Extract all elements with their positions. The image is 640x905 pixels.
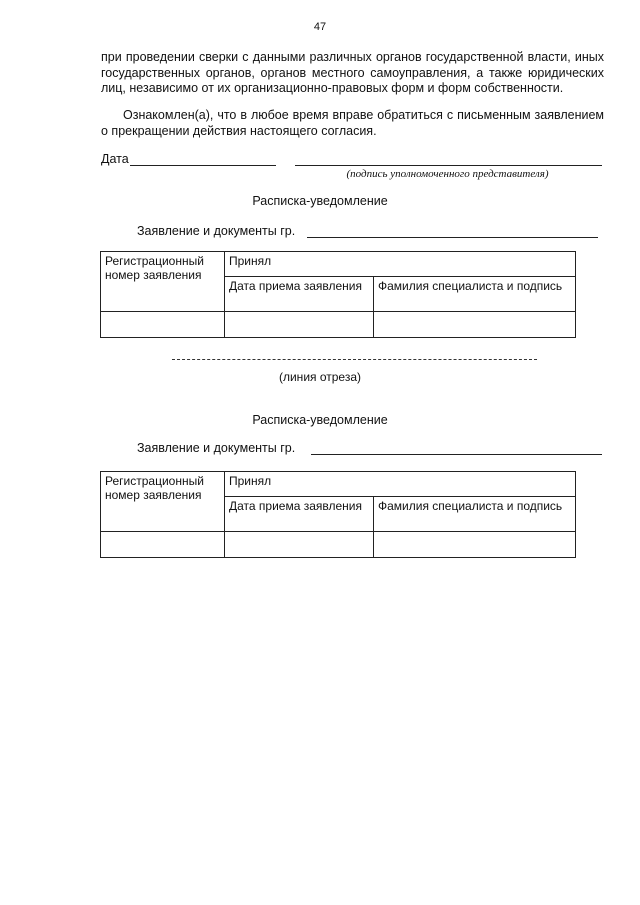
receipt-title-bottom: Расписка-уведомление xyxy=(252,413,388,427)
statement-label-top: Заявление и документы гр. xyxy=(137,224,296,238)
signature-caption: (подпись уполномоченного представителя) xyxy=(346,168,549,180)
page-number: 47 xyxy=(313,21,327,33)
specialist-cell xyxy=(374,312,576,338)
specialist-header: Фамилия специалиста и подпись xyxy=(374,277,576,312)
date-received-cell xyxy=(225,312,374,338)
applicant-name-line-bottom xyxy=(311,454,602,455)
receipt-table-top xyxy=(100,251,576,338)
cut-line-label: (линия отреза) xyxy=(278,370,362,384)
accepted-header: Принял xyxy=(225,472,576,497)
cut-dashed-line xyxy=(172,359,537,360)
specialist-header: Фамилия специалиста и подпись xyxy=(374,497,576,532)
receipt-title-top: Расписка-уведомление xyxy=(252,194,388,208)
accepted-header: Принял xyxy=(225,252,576,277)
date-received-header: Дата приема заявления xyxy=(225,277,374,312)
receipt-table-bottom xyxy=(100,471,576,558)
reg-number-header: Регистрационный номер заявления xyxy=(101,252,225,312)
reg-number-header: Регистрационный номер заявления xyxy=(101,472,225,532)
reg-number-cell xyxy=(101,312,225,338)
statement-label-bottom: Заявление и документы гр. xyxy=(137,441,296,455)
reg-number-cell xyxy=(101,532,225,558)
applicant-name-line-top xyxy=(307,237,598,238)
specialist-cell xyxy=(374,532,576,558)
signature-field-line xyxy=(295,165,602,166)
date-received-header: Дата приема заявления xyxy=(225,497,374,532)
date-field-line xyxy=(130,165,276,166)
withdrawal-notice-paragraph: Ознакомлен(а), что в любое время вправе обратиться с письменным заявлением о прекращении действия настоящего согласия. xyxy=(101,108,604,138)
consent-continuation-paragraph: при проведении сверки с данными различных органов государственной власти, иных государственных органов, органов местного самоуправления, а также юридических лиц, независимо от их организационно-правовых форм и форм собственности. xyxy=(101,50,604,96)
date-label: Дата xyxy=(101,152,129,166)
date-received-cell xyxy=(225,532,374,558)
